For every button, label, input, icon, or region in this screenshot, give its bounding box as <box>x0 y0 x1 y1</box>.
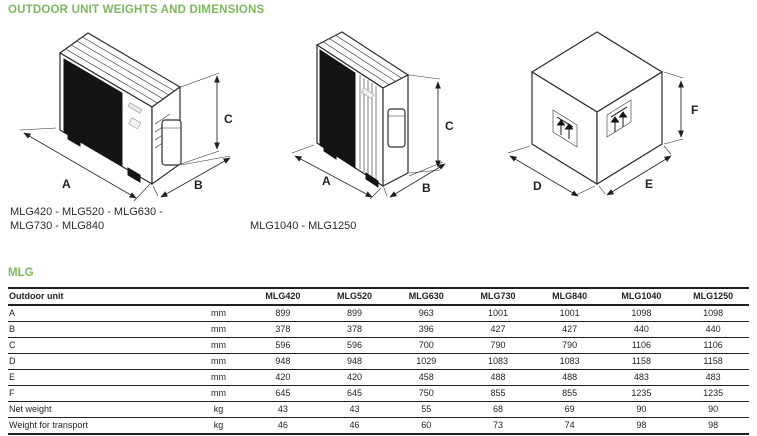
row-label-cell: B <box>9 324 16 334</box>
value-cell: 1083 <box>487 356 508 366</box>
value-cell: 378 <box>275 324 291 334</box>
row-label-cell: D <box>9 356 16 366</box>
dim-label-a: A <box>322 174 331 188</box>
value-cell: 948 <box>347 356 363 366</box>
value-cell: 855 <box>490 388 506 398</box>
value-cell: 1098 <box>703 308 724 318</box>
row-label-cell: C <box>9 340 16 350</box>
value-cell: 645 <box>347 388 363 398</box>
value-cell: 458 <box>418 372 434 382</box>
value-cell: 483 <box>633 372 649 382</box>
value-cell: 1083 <box>559 356 580 366</box>
dim-label-e: E <box>645 177 654 191</box>
dim-label-c: C <box>445 119 454 133</box>
value-cell: 68 <box>492 404 503 414</box>
outdoor-unit-small-diagram <box>10 28 245 204</box>
value-cell: 46 <box>349 420 360 430</box>
row-label-cell: Net weight <box>9 404 52 414</box>
page-title: OUTDOOR UNIT WEIGHTS AND DIMENSIONS <box>8 4 265 16</box>
value-cell: 963 <box>418 308 434 318</box>
value-cell: 483 <box>705 372 721 382</box>
value-cell: 74 <box>564 420 575 430</box>
column-header-model: MLG840 <box>552 291 588 301</box>
value-cell: 98 <box>636 420 647 430</box>
caption-small-units <box>10 205 163 233</box>
table-body <box>8 305 749 434</box>
value-cell: 427 <box>562 324 578 334</box>
value-cell: 1001 <box>487 308 508 318</box>
row-label-cell: A <box>9 308 16 318</box>
value-cell: 790 <box>562 340 578 350</box>
value-cell: 596 <box>347 340 363 350</box>
dim-label-b: B <box>422 181 431 195</box>
value-cell: 420 <box>275 372 291 382</box>
table-row <box>8 418 749 435</box>
dim-label-d: D <box>533 179 542 193</box>
value-cell: 90 <box>708 404 719 414</box>
row-unit-cell: mm <box>211 324 226 334</box>
column-header-model: MLG520 <box>337 291 373 301</box>
value-cell: 396 <box>418 324 434 334</box>
value-cell: 69 <box>564 404 575 414</box>
value-cell: 1235 <box>703 388 724 398</box>
value-cell: 1001 <box>559 308 580 318</box>
row-unit-cell: mm <box>211 340 226 350</box>
table-row <box>8 322 749 338</box>
value-cell: 46 <box>277 420 288 430</box>
column-header-unit <box>190 288 247 305</box>
value-cell: 427 <box>490 324 506 334</box>
valve-cover <box>162 120 181 165</box>
package-box-diagram <box>495 25 740 205</box>
table-row <box>8 305 749 322</box>
value-cell: 1158 <box>703 356 723 366</box>
value-cell: 1235 <box>631 388 652 398</box>
caption-line: MLG730 - MLG840 <box>10 220 105 232</box>
table-row <box>8 402 749 418</box>
column-header-model: MLG630 <box>408 291 444 301</box>
value-cell: 645 <box>275 388 291 398</box>
value-cell: 1098 <box>631 308 652 318</box>
outdoor-unit-large-diagram <box>280 25 475 205</box>
value-cell: 488 <box>490 372 506 382</box>
value-cell: 440 <box>633 324 649 334</box>
value-cell: 1029 <box>416 356 437 366</box>
column-header-model: MLG1250 <box>693 291 734 301</box>
value-cell: 1158 <box>631 356 652 366</box>
table-row <box>8 386 749 402</box>
value-cell: 750 <box>418 388 434 398</box>
column-header-model: MLG730 <box>480 291 516 301</box>
value-cell: 98 <box>708 420 719 430</box>
row-unit-cell: kg <box>213 420 224 430</box>
value-cell: 55 <box>421 404 432 414</box>
value-cell: 1106 <box>703 340 723 350</box>
value-cell: 855 <box>562 388 578 398</box>
table-row <box>8 338 749 354</box>
value-cell: 899 <box>347 308 363 318</box>
value-cell: 378 <box>347 324 363 334</box>
row-label-cell: F <box>9 388 15 398</box>
table-row <box>8 354 749 370</box>
column-header-model: MLG1040 <box>621 291 662 301</box>
dim-label-c: C <box>224 112 233 126</box>
value-cell: 899 <box>275 308 291 318</box>
column-header-outdoor-unit: Outdoor unit <box>9 291 64 301</box>
row-unit-cell: mm <box>211 388 226 398</box>
table-header-row <box>8 288 749 305</box>
row-unit-cell: kg <box>213 404 224 414</box>
value-cell: 420 <box>347 372 363 382</box>
dimensions-table <box>8 287 749 435</box>
row-unit-cell: mm <box>211 372 226 382</box>
value-cell: 488 <box>562 372 578 382</box>
dim-label-f: F <box>691 103 699 117</box>
row-label-cell: E <box>9 372 16 382</box>
row-unit-cell: mm <box>211 308 226 318</box>
value-cell: 790 <box>490 340 506 350</box>
section-heading: MLG <box>8 267 34 279</box>
value-cell: 700 <box>418 340 434 350</box>
value-cell: 596 <box>275 340 291 350</box>
row-label-cell: Weight for transport <box>9 420 88 430</box>
value-cell: 1106 <box>631 340 652 350</box>
value-cell: 90 <box>636 404 647 414</box>
column-header-model: MLG420 <box>265 291 301 301</box>
caption-large-units: MLG1040 - MLG1250 <box>250 220 357 232</box>
dim-label-b: B <box>194 178 203 192</box>
caption-line: MLG420 - MLG520 - MLG630 - <box>10 206 163 218</box>
value-cell: 43 <box>349 404 360 414</box>
row-unit-cell: mm <box>211 356 226 366</box>
value-cell: 43 <box>277 404 288 414</box>
value-cell: 440 <box>705 324 721 334</box>
valve-cover <box>388 109 405 147</box>
value-cell: 60 <box>421 420 432 430</box>
dim-label-a: A <box>62 177 71 191</box>
value-cell: 73 <box>492 420 503 430</box>
value-cell: 948 <box>275 356 291 366</box>
table-row <box>8 370 749 386</box>
